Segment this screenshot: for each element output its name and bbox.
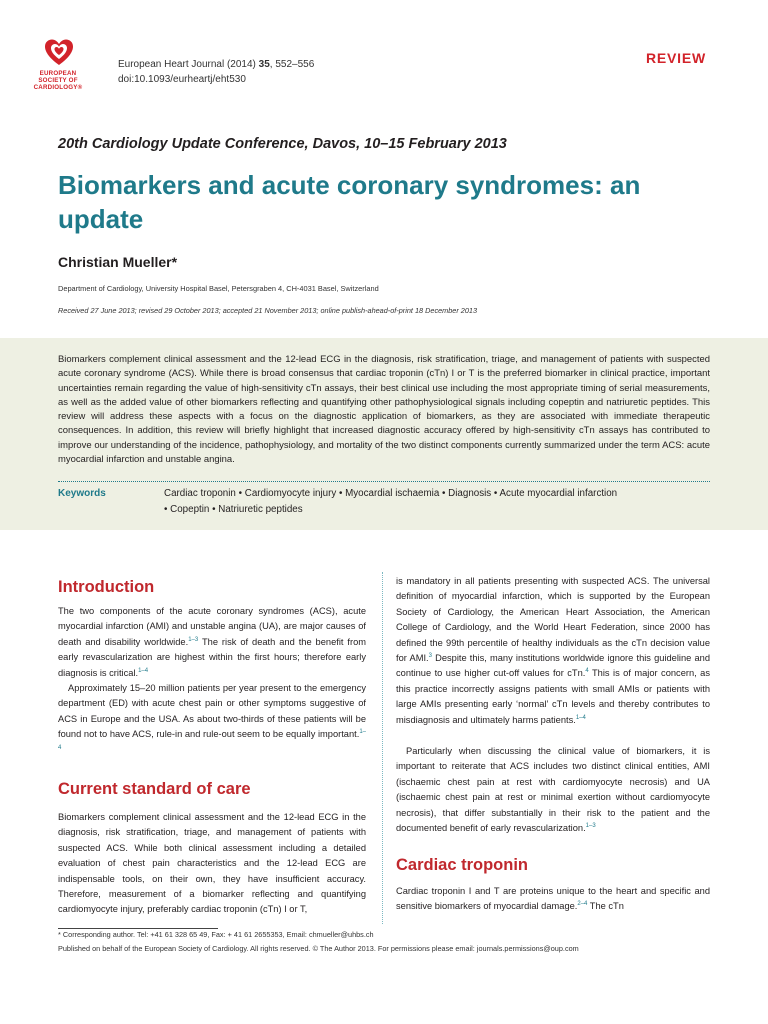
intro-p1-text-b: The risk of death and the benefit from early revascularization are highest within the first hours; therefore early diagnosis is critical. xyxy=(58,636,367,678)
journal-pages: , 552–556 xyxy=(269,59,315,70)
abstract-text: Biomarkers complement clinical assessment and the 12-lead ECG in the diagnosis, risk stratification, triage, and management of patients with suspected acute coronary syndrome (ACS). While there is broad consensus that cardiac troponin (cTn) I or T is the preferred biomarker in clinical practice, important uncertainties remain regarding the value of high-sensitivity cTn assays, their best clinical use including the most appropriate timing of serial measurements, as well as the added value of other biomarkers reflecting and quantifying other pathophysiological signals including copeptin and natriuretic peptides. This review will address these aspects with a focus on the diagnostic application of biomarkers, as they are associated with immediate therapeutic consequences. In addition, this review will briefly highlight that increased diagnostic accuracy offered by high-sensitivity cTn assays has contributed to improve our understanding of the incidence, pathophysiology, and mortality of the two distinct components currently summarized under the term ACS: acute myocardial infarction and unstable angina. xyxy=(58,354,710,466)
citation-ref[interactable]: 1–3 xyxy=(585,822,596,829)
citation-ref[interactable]: 1–4 xyxy=(58,729,366,751)
right-p1-text-a: is mandatory in all patients presenting with suspected ACS. The universal definition of myocardial infarction, which is supported by the European Society of Cardiology, the American Heart Association, the American College of Cardiology, and the World Heart Federation, since 2000 has defined the 99th percentile of healthy individuals as the cTn decision value for AMI. xyxy=(396,576,710,664)
publisher-footnote: Published on behalf of the European Society of Cardiology. All rights reserved. © The Author 2013. For permissions please email: journals.permissions@oup.com xyxy=(58,944,579,953)
journal-citation xyxy=(118,57,314,87)
right-p1-text-b: Despite this, many institutions worldwide ignore this guideline and continue to use higher cut-off values for cTn. xyxy=(396,653,710,679)
standard-paragraph-1: Biomarkers complement clinical assessment and the 12-lead ECG in the diagnosis, risk stratification, triage, and management of patients with suspected ACS. While both clinical assessment including a detailed evaluation of chest pain characteristics and the 12-lead ECG are indispensable tools, on their own, they have insufficient accuracy. Therefore, measurement of a biomarker reflecting and quantifying cardiomyocyte injury, preferably cardiac troponin (cTn) I or T, xyxy=(58,812,366,915)
keywords-line-2: • Copeptin • Natriuretic peptides xyxy=(164,504,303,515)
author-name: Christian Mueller* xyxy=(58,254,178,270)
article-title: Biomarkers and acute coronary syndromes: an update xyxy=(58,170,641,234)
conference-line: 20th Cardiology Update Conference, Davos, 10–15 February 2013 xyxy=(58,136,507,152)
intro-p2-text: Approximately 15–20 million patients per year present to the emergency department (ED) with acute chest pain or other symptoms suggestive of ACS in Europe and the USA. As about two-thirds of these patients will be found not to have ACS, rule-in and rule-out seem to be equally important. xyxy=(58,683,366,740)
logo-line-3: CARDIOLOGY® xyxy=(33,84,83,91)
introduction-paragraph-1 xyxy=(58,604,366,681)
citation-ref[interactable]: 3 xyxy=(428,652,432,659)
logo-text xyxy=(28,70,88,91)
abstract-divider xyxy=(58,481,710,482)
troponin-p1-text-a: Cardiac troponin I and T are proteins unique to the heart and specific and sensitive biomarkers of myocardial damage. xyxy=(396,886,710,912)
corresponding-author-footnote: * Corresponding author. Tel: +41 61 328 65 49, Fax: + 41 61 2655353, Email: chmueller@uhbs.ch xyxy=(58,930,374,939)
right-paragraph-2 xyxy=(396,744,710,836)
esc-logo xyxy=(28,38,108,104)
footnote-rule xyxy=(58,928,218,929)
logo-line-2: SOCIETY OF xyxy=(38,77,78,84)
citation-ref[interactable]: 1–4 xyxy=(575,714,586,721)
citation-ref[interactable]: 2–4 xyxy=(577,901,588,908)
citation-ref[interactable]: 1–4 xyxy=(138,667,149,674)
troponin-p1-text-b: The cTn xyxy=(587,901,624,912)
citation-ref[interactable]: 4 xyxy=(585,668,589,675)
received-dates: Received 27 June 2013; revised 29 October 2013; accepted 21 November 2013; online publish-ahead-of-print 18 December 2013 xyxy=(58,306,478,315)
affiliation: Department of Cardiology, University Hospital Basel, Petersgraben 4, CH-4031 Basel, Switzerland xyxy=(58,284,379,293)
column-divider xyxy=(382,572,383,924)
right-p2-text: Particularly when discussing the clinical value of biomarkers, it is important to reiterate that ACS includes two distinct clinical entities, AMI (ischaemic chest pain at rest with cardiomyocyte necrosis) and UA (ischaemic chest pain at rest or minimal exertion without cardiomyocyte necrosis), that differ substantially in their risk to the patient and the documented benefit of early revascularization. xyxy=(396,746,710,834)
section-heading-introduction: Introduction xyxy=(58,578,155,596)
introduction-paragraph-2 xyxy=(58,681,366,758)
article-type-label: REVIEW xyxy=(645,50,706,66)
doi[interactable]: doi:10.1093/eurheartj/eht530 xyxy=(118,74,246,85)
section-heading-cardiac-troponin: Cardiac troponin xyxy=(396,856,529,874)
intro-p1-text-a: The two components of the acute coronary syndromes (ACS), acute myocardial infarction (AMI) and unstable angina (UA), are major causes of death and disability worldwide. xyxy=(58,606,366,647)
citation-ref[interactable]: 1–3 xyxy=(188,636,199,643)
journal-volume: 35 xyxy=(258,59,270,70)
heart-logo-icon xyxy=(44,38,74,68)
logo-line-1: EUROPEAN xyxy=(39,70,77,77)
keywords-label: Keywords xyxy=(58,488,106,499)
keywords-line-1: Cardiac troponin • Cardiomyocyte injury • Myocardial ischaemia • Diagnosis • Acute myocardial infarction xyxy=(164,488,618,499)
right-paragraph-1 xyxy=(396,574,710,728)
troponin-paragraph-1 xyxy=(396,884,710,915)
section-heading-standard-of-care: Current standard of care xyxy=(58,780,251,798)
right-p1-text-c: This is of major concern, as this practice incorrectly assigns patients with small AMIs or patients with large AMIs presenting early ‘normal’ cTn levels and thereby contributes to misdiagnosis and ultimately harms patients. xyxy=(396,668,710,725)
journal-name: European Heart Journal (2014) xyxy=(118,59,256,70)
